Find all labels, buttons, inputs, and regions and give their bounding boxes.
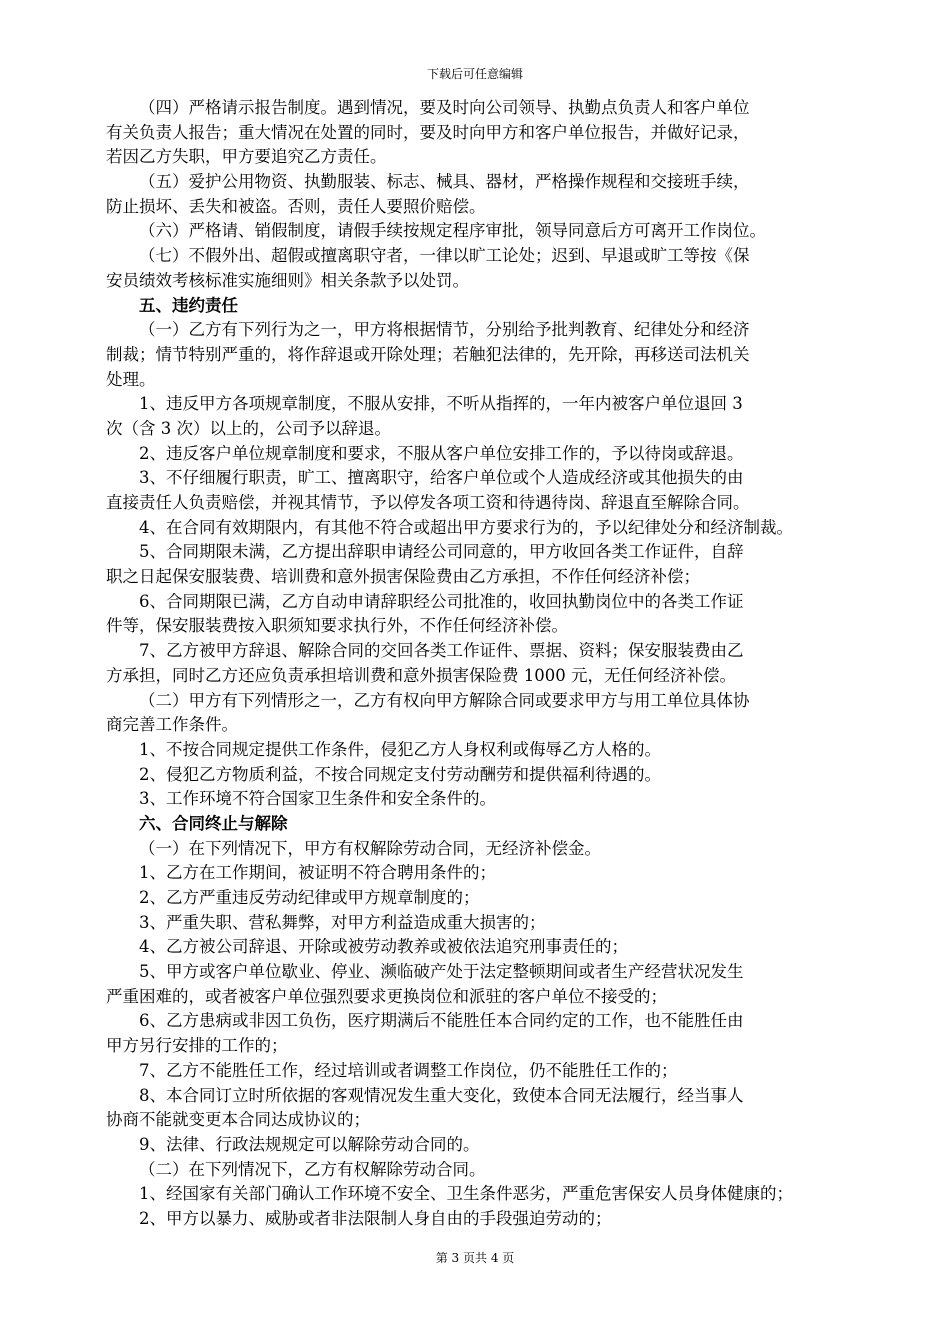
text-line: 2、违反客户单位规章制度和要求，不服从客户单位安排工作的，予以待岗或辞退。	[139, 443, 744, 463]
text-line: 直接责任人负责赔偿，并视其情节，予以停发各项工资和待遇待岗、辞退直至解除合同。	[106, 493, 750, 512]
text-line: 甲方另行安排的工作的；	[106, 1036, 288, 1056]
text-line: 6、乙方患病或非因工负伤，医疗期满后不能胜任本合同约定的工作，也不能胜任由	[139, 1011, 744, 1031]
text-line: 件等，保安服装费按入职须知要求执行外，不作任何经济补偿。	[106, 616, 568, 636]
text-line: 协商不能就变更本合同达成协议的；	[106, 1110, 370, 1130]
text-line: 5、甲方或客户单位歇业、停业、濒临破产处于法定整顿期间或者生产经营状况发生	[139, 962, 744, 982]
text-line: （二）甲方有下列情形之一，乙方有权向甲方解除合同或要求甲方与用工单位具体协	[139, 690, 750, 710]
text-line: 1、经国家有关部门确认工作环境不安全、卫生条件恶劣，严重危害保安人员身体健康的；	[139, 1184, 793, 1204]
text-line: 方承担，同时乙方还应负责承担培训费和意外损害保险费 1000 元，无任何经济补偿。	[106, 665, 736, 685]
text-line: 2、乙方严重违反劳动纪律或甲方规章制度的；	[139, 888, 480, 907]
text-line: （一）乙方有下列行为之一，甲方将根据情节，分别给予批判教育、纪律处分和经济	[139, 320, 750, 340]
text-line: 7、乙方被甲方辞退、解除合同的交回各类工作证件、票据、资料；保安服装费由乙	[139, 641, 744, 661]
document-body	[106, 96, 858, 1232]
text-line: （二）在下列情况下，乙方有权解除劳动合同。	[139, 1159, 486, 1179]
text-line: 次（含 3 次）以上的，公司予以辞退。	[106, 418, 391, 438]
section-heading: 五、违约责任	[139, 295, 238, 315]
text-line: 5、合同期限未满，乙方提出辞职申请经公司同意的，甲方收回各类工作证件，自辞	[139, 542, 744, 562]
text-line: 6、合同期限已满，乙方自动申请辞职经公司批准的，收回执勤岗位中的各类工作证	[139, 591, 744, 611]
text-line: （四）严格请示报告制度。遇到情况，要及时向公司领导、执勤点负责人和客户单位	[139, 98, 750, 117]
text-line: 1、乙方在工作期间，被证明不符合聘用条件的；	[139, 863, 496, 883]
text-line: 若因乙方失职，甲方要追究乙方责任。	[106, 147, 387, 167]
text-line: 1、违反甲方各项规章制度，不服从安排，不听从指挥的，一年内被客户单位退回 3	[139, 394, 743, 414]
text-line: （五）爱护公用物资、执勤服装、标志、械具、器材，严格操作规程和交接班手续，	[139, 172, 750, 192]
text-line: 制裁；情节特别严重的，将作辞退或开除处理；若触犯法律的，先开除，再移送司法机关	[106, 344, 750, 364]
page-header-note: 下载后可任意编辑	[426, 67, 523, 81]
text-line: （六）严格请、销假制度，请假手续按规定程序审批，领导同意后方可离开工作岗位。	[139, 221, 766, 241]
text-line: 2、侵犯乙方物质利益，不按合同规定支付劳动酬劳和提供福利待遇的。	[139, 764, 661, 784]
page-footer-number: 第 3 页共 4 页	[435, 1251, 515, 1265]
text-line: 处理。	[106, 369, 156, 389]
text-line: 9、法律、行政法规规定可以解除劳动合同的。	[139, 1134, 480, 1154]
text-line: 8、本合同订立时所依据的客观情况发生重大变化，致使本合同无法履行，经当事人	[139, 1085, 744, 1105]
text-line: 职之日起保安服装费、培训费和意外损害保险费由乙方承担，不作任何经济补偿；	[106, 567, 700, 587]
text-line: （七）不假外出、超假或擅离职守者，一律以旷工论处；迟到、早退或旷工等按《保	[139, 246, 750, 266]
text-line: 3、不仔细履行职责，旷工、擅离职守，给客户单位或个人造成经济或其他损失的由	[139, 468, 744, 488]
text-line: 1、不按合同规定提供工作条件，侵犯乙方人身权利或侮辱乙方人格的。	[139, 739, 661, 759]
text-line: 3、严重失职、营私舞弊，对甲方利益造成重大损害的；	[139, 912, 546, 932]
text-line: 4、在合同有效期限内，有其他不符合或超出甲方要求行为的，予以纪律处分和经济制裁。	[139, 517, 793, 537]
text-line: （一）在下列情况下，甲方有权解除劳动合同，无经济补偿金。	[139, 838, 601, 858]
text-line: 2、甲方以暴力、威胁或者非法限制人身自由的手段强迫劳动的；	[139, 1208, 612, 1228]
text-line: 4、乙方被公司辞退、开除或被劳动教养或被依法追究刑事责任的；	[139, 937, 628, 957]
section-heading: 六、合同终止与解除	[139, 813, 288, 833]
text-line: 商完善工作条件。	[106, 715, 238, 735]
text-line: 安员绩效考核标准实施细则》相关条款予以处罚。	[106, 270, 469, 290]
text-line: 有关负责人报告；重大情况在处置的同时，要及时向甲方和客户单位报告，并做好记录，	[106, 122, 750, 142]
text-line: 严重困难的，或者被客户单位强烈要求更换岗位和派驻的客户单位不接受的；	[106, 986, 667, 1006]
text-line: 3、工作环境不符合国家卫生条件和安全条件的。	[139, 789, 496, 809]
text-line: 7、乙方不能胜任工作，经过培训或者调整工作岗位，仍不能胜任工作的；	[139, 1060, 678, 1080]
text-line: 防止损坏、丢失和被盗。否则，责任人要照价赔偿。	[106, 196, 486, 216]
